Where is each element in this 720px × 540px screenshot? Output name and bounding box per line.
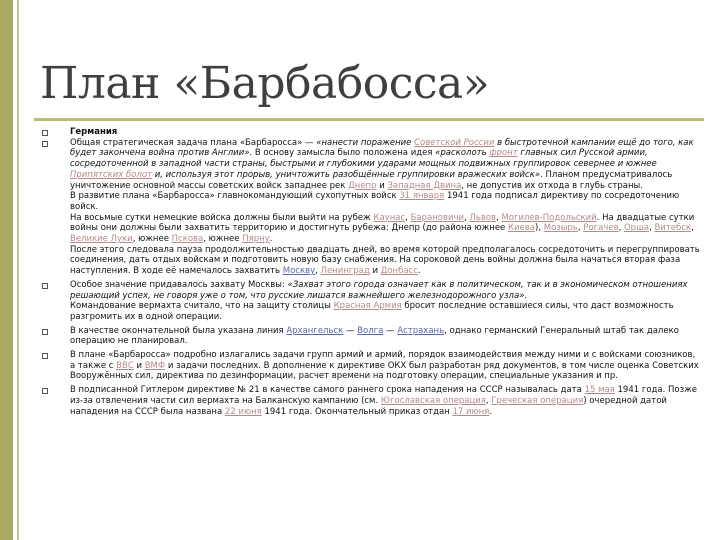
link-17-june[interactable]: 17 июня <box>452 406 490 417</box>
left-decor-band <box>0 0 13 540</box>
text: и <box>369 266 381 277</box>
text: В качестве окончательной была указана линия <box>70 325 287 336</box>
text: Особое значение придавалось захвату Москвы: <box>70 279 288 290</box>
link-dnieper[interactable]: Днепр <box>348 180 377 191</box>
link-western-dvina[interactable]: Западная Двина <box>387 180 462 191</box>
link-soviet-russia[interactable]: Советской России <box>414 137 495 148</box>
link-vvs[interactable]: ВВС <box>116 360 134 371</box>
slide-title: План «Барбабосса» <box>40 58 490 109</box>
text: и <box>133 360 145 371</box>
link-pskov[interactable]: Пскова <box>171 234 204 245</box>
link-baranovichi[interactable]: Барановичи <box>410 212 465 223</box>
text: , <box>618 223 624 234</box>
bullet-plan-details <box>40 350 702 382</box>
text: . В основу замысла было положена идея <box>249 148 436 159</box>
link-volga[interactable]: Волга <box>357 325 384 336</box>
link-vitebsk[interactable]: Витебск <box>654 223 692 234</box>
text: бросит последние оставшиеся силы, что даст возможность разгромить их в одной операции. <box>70 301 674 322</box>
link-mogilev-podolsky[interactable]: Могилев-Подольский <box>501 212 597 223</box>
link-yugoslav-operation[interactable]: Югославская операция <box>380 395 486 406</box>
text: ), <box>535 223 544 234</box>
text: , <box>405 212 411 223</box>
quote: в быстротечной кампании ещё до того, как будет закончена война против Англии» <box>70 137 694 159</box>
link-15-may[interactable]: 15 мая <box>584 385 615 396</box>
text: , <box>691 223 694 234</box>
text: , однако германский Генеральный штаб так далеко операцию не планировал. <box>70 325 679 347</box>
bullet-square-icon <box>42 283 48 289</box>
quote: «расколоть <box>435 148 490 159</box>
bullet-square-icon <box>42 130 48 136</box>
link-vmf[interactable]: ВМФ <box>144 360 166 371</box>
quote: главных сил Русской армии, сосредоточенной в западной части страны, быстрыми и глубокими ударами мощных подвижных группировок севернее и южнее <box>70 148 657 170</box>
text: , <box>649 223 655 234</box>
link-31-january[interactable]: 31 января <box>399 191 445 202</box>
text: . На двадцатые сутки войны они должны были захватить территорию и достигнуть рубежа: Днепр (до района южнее <box>70 212 695 234</box>
text: . <box>269 234 273 245</box>
text: В развитие плана «Барбаросса» главнокомандующий сухопутных войск <box>70 191 400 202</box>
text: В плане «Барбаросса» подробно излагались задачи групп армий и армий, порядок взаимодействия между ними и с войсками союзников, а также с <box>70 350 696 371</box>
text: . <box>417 266 421 277</box>
text: . <box>524 290 528 301</box>
link-astrakhan[interactable]: Астрахань <box>397 325 445 336</box>
link-mozyr[interactable]: Мозырь <box>543 223 578 234</box>
link-pripyat-marshes[interactable]: Припятских болот <box>70 169 153 180</box>
bullet-square-icon <box>42 329 48 335</box>
link-donbass[interactable]: Донбасс <box>380 266 418 277</box>
link-red-army[interactable]: Красная Армия <box>333 301 402 312</box>
title-underline <box>34 118 704 121</box>
slide-content <box>40 127 702 417</box>
link-leningrad[interactable]: Ленинград <box>320 266 370 277</box>
text: , <box>577 223 584 234</box>
text: Командование вермахта считало, что на защиту столицы <box>70 301 334 312</box>
bullet-square-icon <box>42 141 48 147</box>
text: 1941 года. Позже из-за отвлечения части сил вермахта на Балканскую кампанию (см. <box>70 385 698 406</box>
bullet-directive-21 <box>40 385 702 417</box>
link-front[interactable]: фронт <box>489 148 518 159</box>
text: и <box>376 180 388 191</box>
text: В подписанной Гитлером директиве № 21 в качестве самого раннего срока нападения на СССР называлась дата <box>70 385 585 396</box>
quote: и, используя этот прорыв, уничтожить разобщённые группировки вражеских войск» <box>152 169 541 180</box>
link-22-june[interactable]: 22 июня <box>224 406 262 417</box>
bullet-strategy <box>40 138 702 277</box>
text: и задачи последних. В дополнение к директиве ОКХ был разработан ряд документов, в том числе оценка Советских Вооружённых сил, директива по дезинформации, расчет времени на подготовку операции, специальные указания и пр. <box>70 360 699 382</box>
bullet-square-icon <box>42 388 48 394</box>
text: , <box>315 266 321 277</box>
section-heading: Германия <box>70 127 118 137</box>
link-moscow[interactable]: Москву <box>282 266 316 277</box>
text: , <box>464 212 470 223</box>
text: , южнее <box>132 234 172 245</box>
link-kaunas[interactable]: Каунас <box>373 212 406 223</box>
bullet-square-icon <box>42 353 48 359</box>
link-orsha[interactable]: Орша <box>623 223 650 234</box>
link-lvov[interactable]: Львов <box>469 212 497 223</box>
text: ) очередной датой нападения на СССР была названа <box>70 395 667 417</box>
text: , <box>485 395 492 406</box>
text: 1941 года. Окончательный приказ отдан <box>261 406 453 417</box>
link-arkhangelsk[interactable]: Архангельск <box>286 325 344 336</box>
text: После этого следовала пауза продолжительностью двадцать дней, во время которой предполагалось сосредоточить и перегруппировать соединения, дать отдых войскам и подготовить новую базу снабжения. На сороковой день войны должна была начаться вторая фаза наступления. В ходе её намечалось захватить <box>70 244 700 277</box>
text: На восьмые сутки немецкие войска должны были выйти на рубеж <box>70 212 374 223</box>
text: , не допустив их отхода в глубь страны. <box>461 180 643 191</box>
link-rogachev[interactable]: Рогачев <box>583 223 619 234</box>
bullet-final-line <box>40 326 702 347</box>
text: . <box>489 406 493 417</box>
text: , <box>496 212 502 223</box>
bullet-moscow <box>40 280 702 323</box>
text: — <box>383 325 398 336</box>
link-greek-operation[interactable]: Греческая операция <box>491 395 584 406</box>
left-decor-line <box>17 0 19 540</box>
text: — <box>343 325 358 336</box>
quote: «нанести поражение <box>316 137 415 148</box>
link-parnu[interactable]: Пярну <box>242 234 270 245</box>
text: Общая стратегическая задача плана «Барбаросса» — <box>70 137 317 148</box>
quote: «Захват этого города означает как в политическом, так и в экономическом отношениях решающий успех, не говоря уже о том, что русские лишатся важнейшего железнодорожного узла» <box>70 279 688 301</box>
link-kiev[interactable]: Киева <box>507 223 535 234</box>
bullet-heading <box>40 127 702 138</box>
link-velikie-luki[interactable]: Великие Луки <box>70 234 133 245</box>
text: . Планом предусматривалось уничтожение основной массы советских войск западнее рек <box>70 169 673 191</box>
text: 1941 года подписал директиву по сосредоточению войск. <box>70 191 680 212</box>
text: , южнее <box>203 234 243 245</box>
